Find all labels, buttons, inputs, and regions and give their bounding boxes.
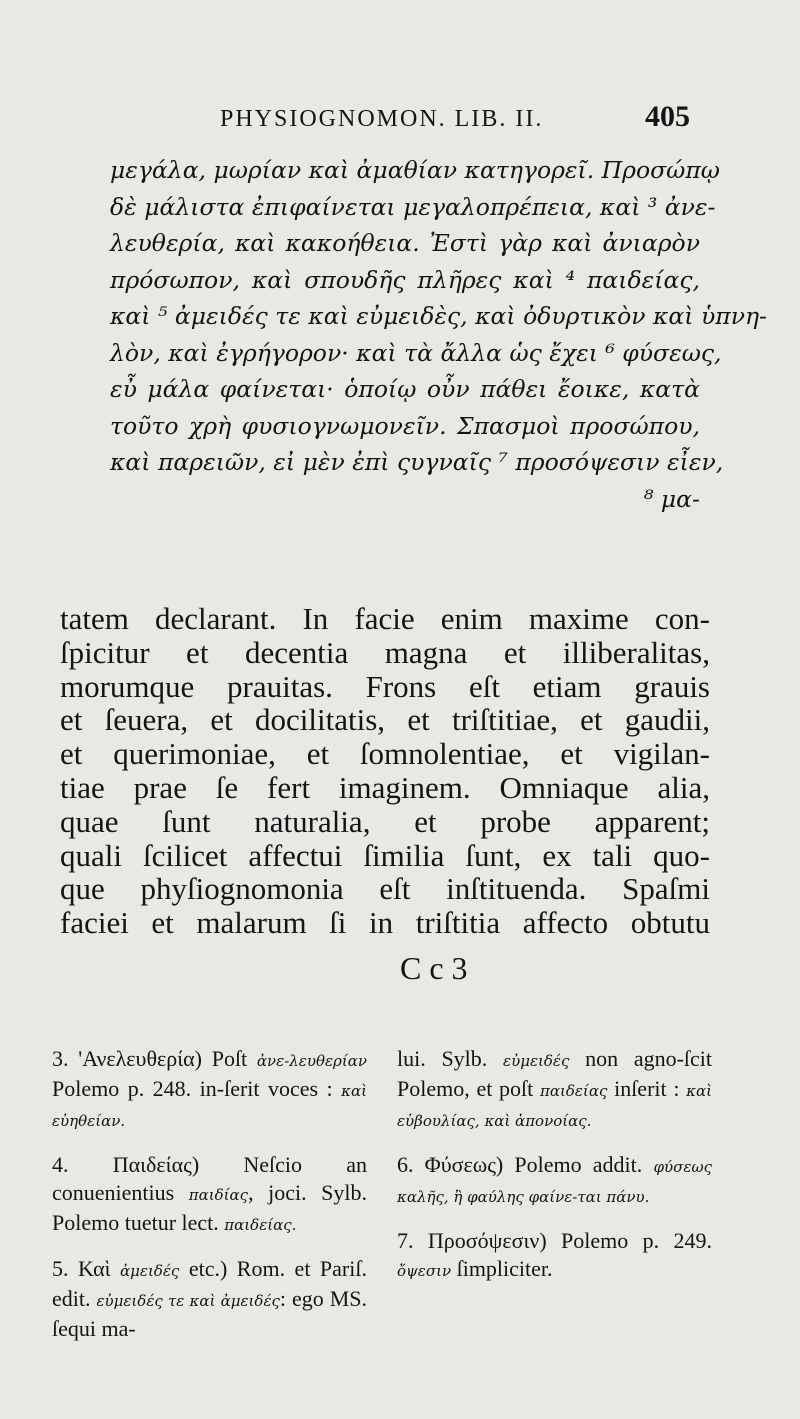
latin-line: et querimoniae, et ſomnolentiae, et vigilan- [60,736,710,772]
footnotes-left-column [52,1045,367,1359]
latin-line: ſpicitur et decentia magna et illiberalitas, [60,634,710,670]
running-title: PHYSIOGNOMON. LIB. II. [220,106,544,132]
footnote-greek: καὶ εὐβουλίας, καὶ ἀπονοίας. [397,1082,713,1130]
footnote-7 [397,1227,712,1285]
greek-line: καὶ ⁵ ἀμειδές τε καὶ εὐμειδὲς, καὶ ὀδυρτικὸν καὶ ὑπνη- [110,302,768,330]
greek-line: πρόσωπον, καὶ σπουδῆς πλῆρες καὶ ⁴ παιδείας, [110,265,700,294]
footnote-text: Polemo p. 248. in-ſerit voces : [52,1076,333,1101]
footnote-text: 3. 'Ανελευθερία) Poſt [52,1046,248,1071]
footnote-text: : ego MS. ſequi ma- [52,1286,367,1341]
footnote-greek: ὄψεσιν [397,1262,452,1280]
footnote-text: , joci. Sylb. Polemo tuetur lect. [52,1180,367,1235]
greek-line: μεγάλα, μωρίαν καὶ ἀμαθίαν κατηγορεῖ. Προσώπῳ [110,156,720,184]
footnote-greek: παιδείας [539,1082,608,1100]
page-number: 405 [645,100,690,133]
latin-line: et ſeuera, et docilitatis, et triſtitiae, et gaudii, [60,702,710,738]
footnote-text: ſimpliciter. [456,1256,553,1281]
latin-line: quali ſcilicet affectui ſimilia ſunt, ex tali quo- [60,837,710,873]
footnote-greek: εὐμειδές τε καὶ ἀμειδές [96,1292,280,1310]
latin-line: tiae prae ſe fert imaginem. Omniaque alia, [60,769,710,805]
footnote-text: inſerit : [614,1076,680,1101]
latin-line: tatem declarant. In facie enim maxime con- [60,601,710,636]
footnote-6 [397,1151,712,1211]
footnote-4 [52,1151,367,1239]
latin-translation-block [60,602,710,940]
greek-text-block [110,152,768,517]
greek-catchword: ⁸ μα- [644,484,700,513]
footnote-greek: εὐμειδές [503,1052,570,1070]
greek-line: δὲ μάλιστα ἐπιφαίνεται μεγαλοπρέπεια, καὶ ³ ἀνε- [110,192,716,221]
greek-line: καὶ παρειῶν, εἰ μὲν ἐπὶ ςυγναῖς ⁷ προσόψεσιν εἶεν, [110,448,724,476]
greek-line: τοῦτο χρὴ φυσιογνωμονεῖν. Σπασμοὶ προσώπου, [110,411,700,440]
footnote-greek: φύσεως καλῆς, ἢ φαύλης φαίνε-ται πάνυ. [397,1158,713,1206]
latin-line: que phyſiognomonia eſt inſtituenda. Spaſmi [60,871,710,907]
footnote-greek: παιδείας. [224,1216,297,1234]
footnote-3 [52,1045,367,1135]
footnote-greek: παιδίας [188,1186,249,1204]
latin-line: morumque prauitas. Frons eſt etiam grauis [60,668,710,704]
footnote-greek: ἀμειδές [120,1262,180,1280]
footnotes-right-column [397,1045,712,1301]
footnote-greek: καὶ εὐηθείαν. [52,1082,368,1130]
footnote-greek: ἀνε-λευθερίαν [256,1052,367,1070]
greek-line: λὸν, καὶ ἐγρήγορον· καὶ τὰ ἄλλα ὡς ἔχει ⁶ φύσεως, [110,338,722,367]
page-header [140,96,690,136]
footnote-5-continued [397,1045,712,1135]
footnote-text: 4. Παιδείας) Neſcio an conuenientius [52,1152,367,1205]
latin-line: quae ſunt naturalia, et probe apparent; [60,803,710,839]
footnote-5 [52,1255,367,1343]
footnote-text: etc.) Rom. et Pariſ. edit. [52,1256,367,1311]
footnote-text: 7. Προσόψεσιν) Polemo p. 249. [397,1228,712,1253]
footnote-text: non agno-ſcit Polemo, et poſt [397,1046,713,1101]
latin-line: faciei et malarum ſi in triſtitia affecto obtutu [60,905,710,941]
footnote-text: lui. Sylb. [397,1046,488,1071]
footnote-text: 6. Φύσεως) Polemo addit. [397,1152,643,1177]
greek-line: λευθερία, καὶ κακοήθεια. Ἐστὶ γὰρ καὶ ἀνιαρὸν [110,229,700,257]
footnote-text: 5. Καὶ [52,1256,111,1281]
signature-mark: C c 3 [400,950,468,986]
greek-line: εὖ μάλα φαίνεται· ὁποίῳ οὖν πάθει ἔοικε, κατὰ [110,375,700,403]
footnotes [52,1045,712,1385]
